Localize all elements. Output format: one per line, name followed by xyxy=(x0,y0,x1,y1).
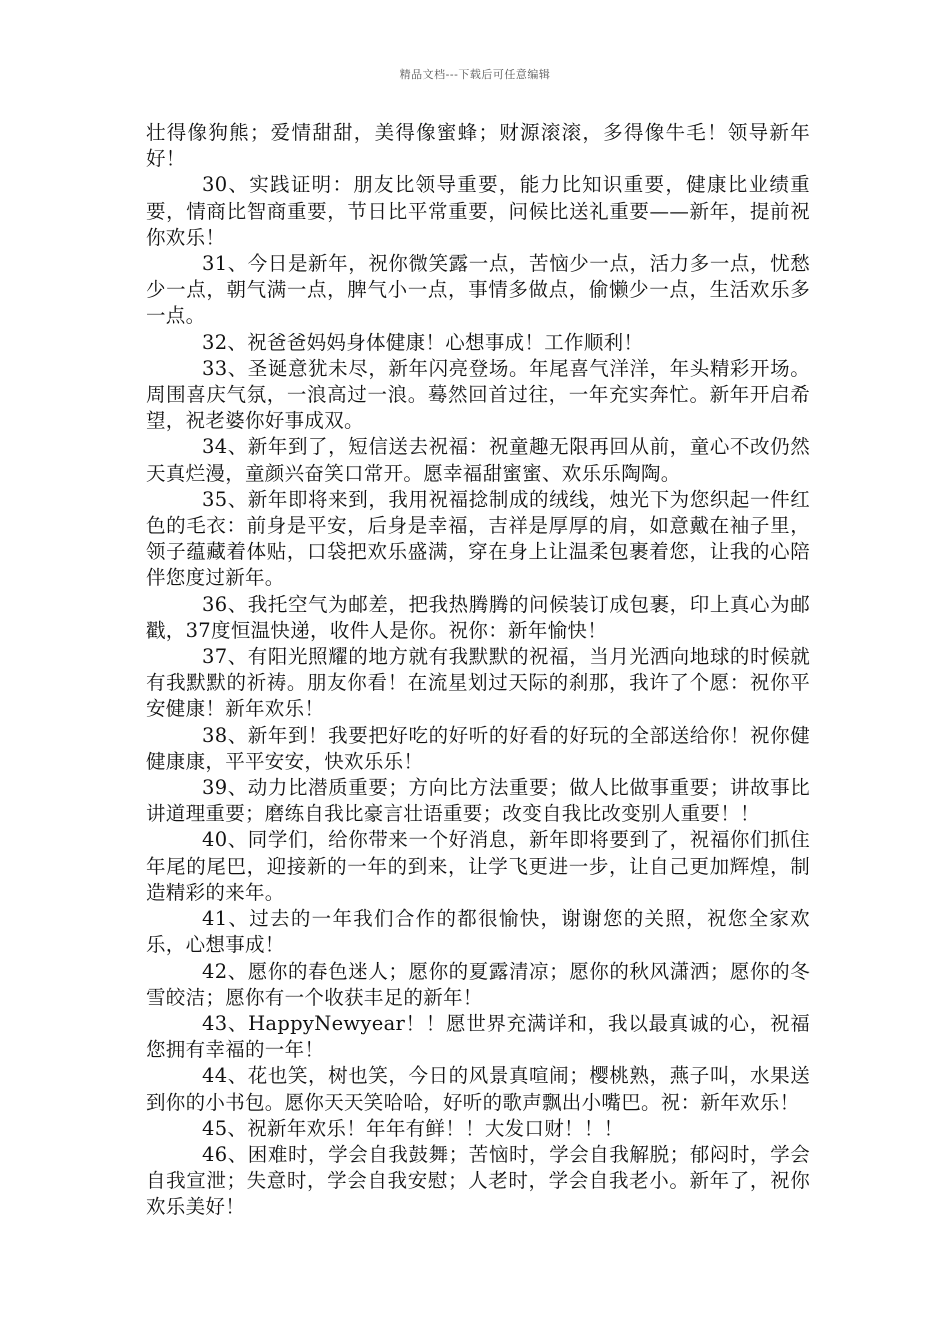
paragraph-item-30: 30、实践证明：朋友比领导重要，能力比知识重要，健康比业绩重要，情商比智商重要，节日比平常重要，问候比送礼重要——新年，提前祝你欢乐！ xyxy=(146,173,810,249)
paragraph-item-37: 37、有阳光照耀的地方就有我默默的祝福，当月光洒向地球的时候就有我默默的祈祷。朋友你看！在流星划过天际的刹那，我许了个愿：祝你平安健康！新年欢乐！ xyxy=(146,645,810,721)
paragraph-item-39: 39、动力比潜质重要；方向比方法重要；做人比做事重要；讲故事比讲道理重要；磨练自我比豪言壮语重要；改变自我比改变别人重要！！ xyxy=(146,776,810,826)
paragraph-item-45: 45、祝新年欢乐！年年有鲜！！大发口财！！！ xyxy=(202,1116,624,1140)
document-body xyxy=(146,120,810,1221)
paragraph-continuation: 壮得像狗熊；爱情甜甜，美得像蜜蜂；财源滚滚，多得像牛毛！领导新年好！ xyxy=(146,121,810,171)
paragraph-item-36: 36、我托空气为邮差，把我热腾腾的问候装订成包裹，印上真心为邮戳，37度恒温快递，收件人是你。祝你：新年愉快！ xyxy=(146,592,810,642)
paragraph-item-44: 44、花也笑，树也笑，今日的风景真喧闹；樱桃熟，燕子叫，水果送到你的小书包。愿你天天笑哈哈，好听的歌声飘出小嘴巴。祝：新年欢乐！ xyxy=(146,1064,810,1114)
paragraph-item-42: 42、愿你的春色迷人；愿你的夏露清凉；愿你的秋风潇洒；愿你的冬雪皎洁；愿你有一个收获丰足的新年！ xyxy=(146,959,810,1009)
paragraph-item-38: 38、新年到！我要把好吃的好听的好看的好玩的全部送给你！祝你健健康康，平平安安，快欢乐乐！ xyxy=(146,723,810,773)
paragraph-item-41: 41、过去的一年我们合作的都很愉快，谢谢您的关照，祝您全家欢乐，心想事成！ xyxy=(146,907,810,957)
paragraph-item-43: 43、HappyNewyear！！愿世界充满详和，我以最真诚的心，祝福您拥有幸福的一年！ xyxy=(146,1011,810,1062)
paragraph-item-32: 32、祝爸爸妈妈身体健康！心想事成！工作顺利！ xyxy=(202,330,644,354)
paragraph-item-31: 31、今日是新年，祝你微笑露一点，苦恼少一点，活力多一点，忧愁少一点，朝气满一点，脾气小一点，事情多做点，偷懒少一点，生活欢乐多一点。 xyxy=(146,252,810,328)
paragraph-item-34: 34、新年到了，短信送去祝福：祝童趣无限再回从前，童心不改仍然天真烂漫，童颜兴奋笑口常开。愿幸福甜蜜蜜、欢乐乐陶陶。 xyxy=(146,435,810,485)
paragraph-item-33: 33、圣诞意犹未尽，新年闪亮登场。年尾喜气洋洋，年头精彩开场。周围喜庆气氛，一浪高过一浪。蓦然回首过往，一年充实奔忙。新年开启希望，祝老婆你好事成双。 xyxy=(146,356,810,433)
paragraph-item-35: 35、新年即将来到，我用祝福捻制成的绒线，烛光下为您织起一件红色的毛衣：前身是平安，后身是幸福，吉祥是厚厚的肩，如意戴在袖子里，领子蕴藏着体贴，口袋把欢乐盛满，穿在身上让温柔包裹着您，让我的心陪伴您度过新年。 xyxy=(146,487,810,590)
page-header: 精品文档---下载后可任意编辑 xyxy=(399,68,551,81)
paragraph-item-46: 46、困难时，学会自我鼓舞；苦恼时，学会自我解脱；郁闷时，学会自我宣泄；失意时，学会自我安慰；人老时，学会自我老小。新年了，祝你欢乐美好！ xyxy=(146,1142,810,1219)
paragraph-item-40: 40、同学们，给你带来一个好消息，新年即将要到了，祝福你们抓住年尾的尾巴，迎接新的一年的到来，让学飞更进一步，让自己更加辉煌，制造精彩的来年。 xyxy=(146,828,810,904)
